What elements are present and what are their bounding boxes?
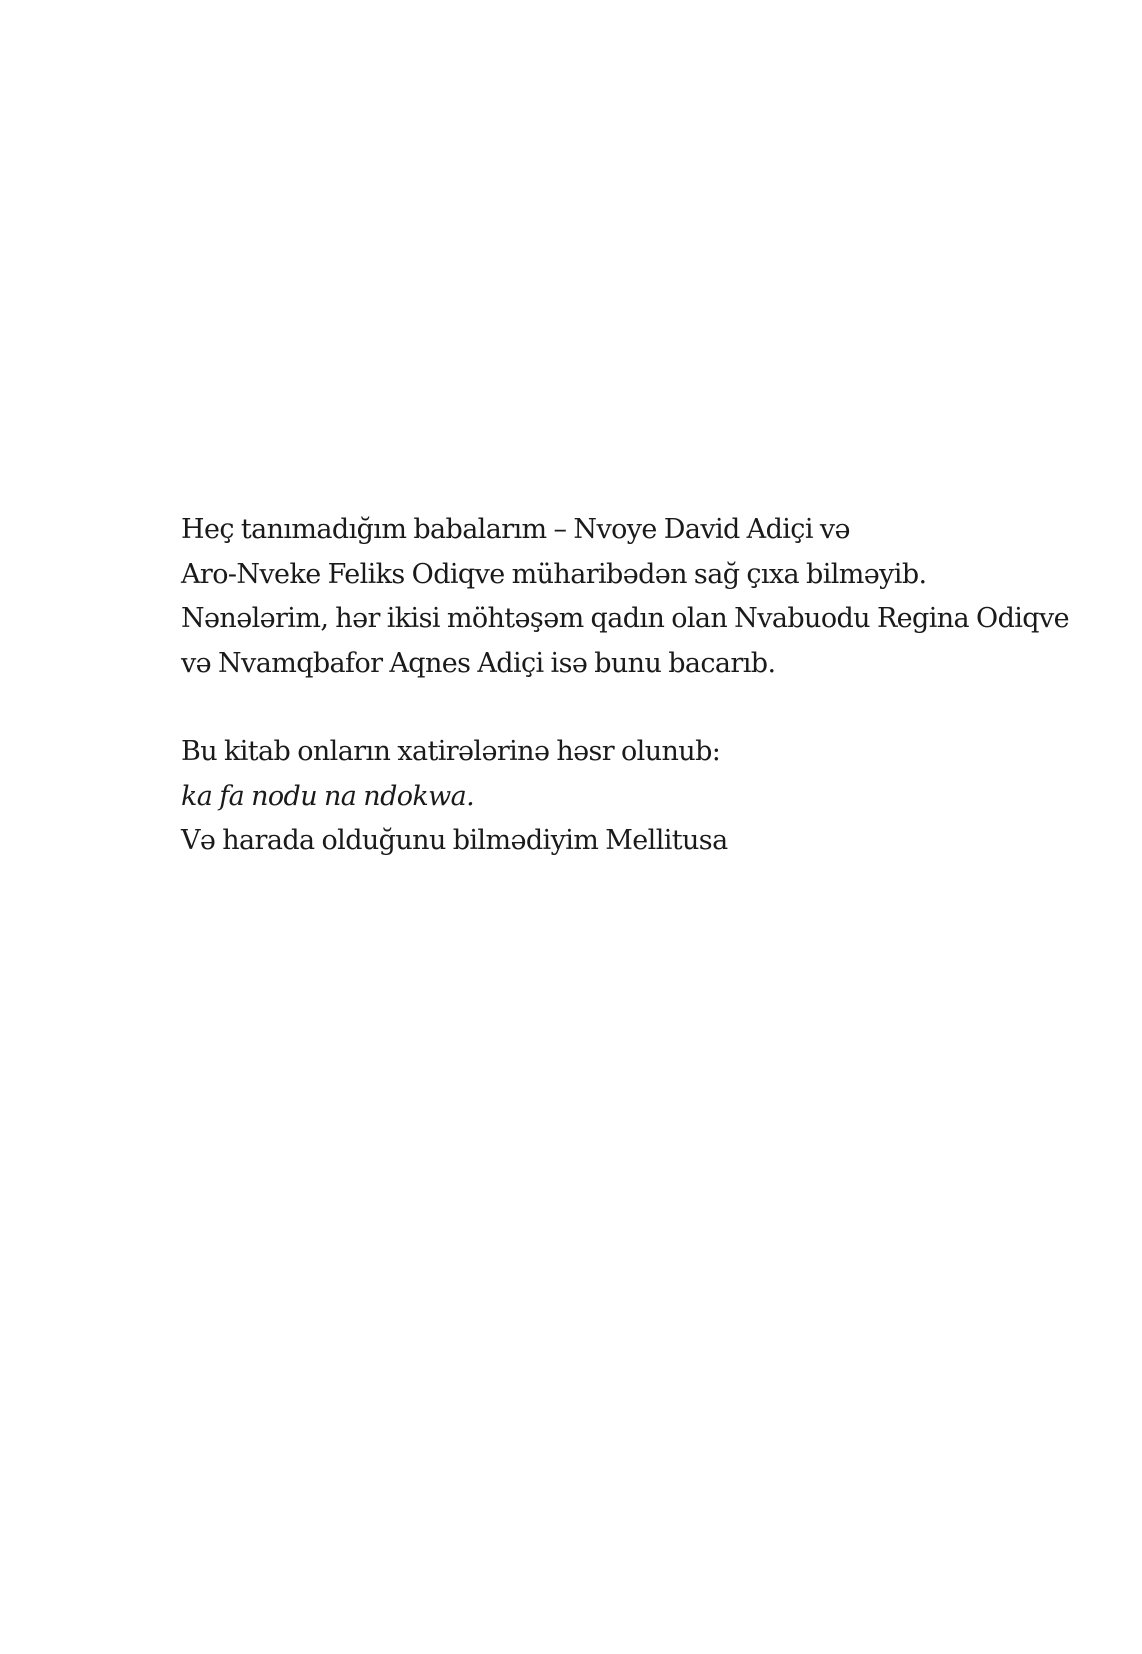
text-line: Və harada olduğunu bilmədiyim Mellitusa bbox=[181, 825, 728, 856]
dedication-paragraph-memory bbox=[181, 730, 1061, 864]
italic-phrase: ka fa nodu na ndokwa. bbox=[181, 780, 475, 812]
dedication-paragraph-grandparents bbox=[181, 508, 1070, 686]
dedication-text bbox=[181, 508, 1070, 864]
text-line: Aro-Nveke Feliks Odiqve müharibədən sağ çıxa bilməyib. bbox=[181, 558, 927, 590]
text-line: və Nvamqbafor Aqnes Adiçi isə bunu bacarıb. bbox=[181, 647, 776, 679]
text-line: Bu kitab onların xatirələrinə həsr olunub: bbox=[181, 736, 721, 767]
text-line: Heç tanımadığım babalarım – Nvoye David Adiçi və bbox=[181, 514, 850, 545]
text-line: Nənələrim, hər ikisi möhtəşəm qadın olan Nvabuodu Regina Odiqve bbox=[181, 603, 1070, 634]
